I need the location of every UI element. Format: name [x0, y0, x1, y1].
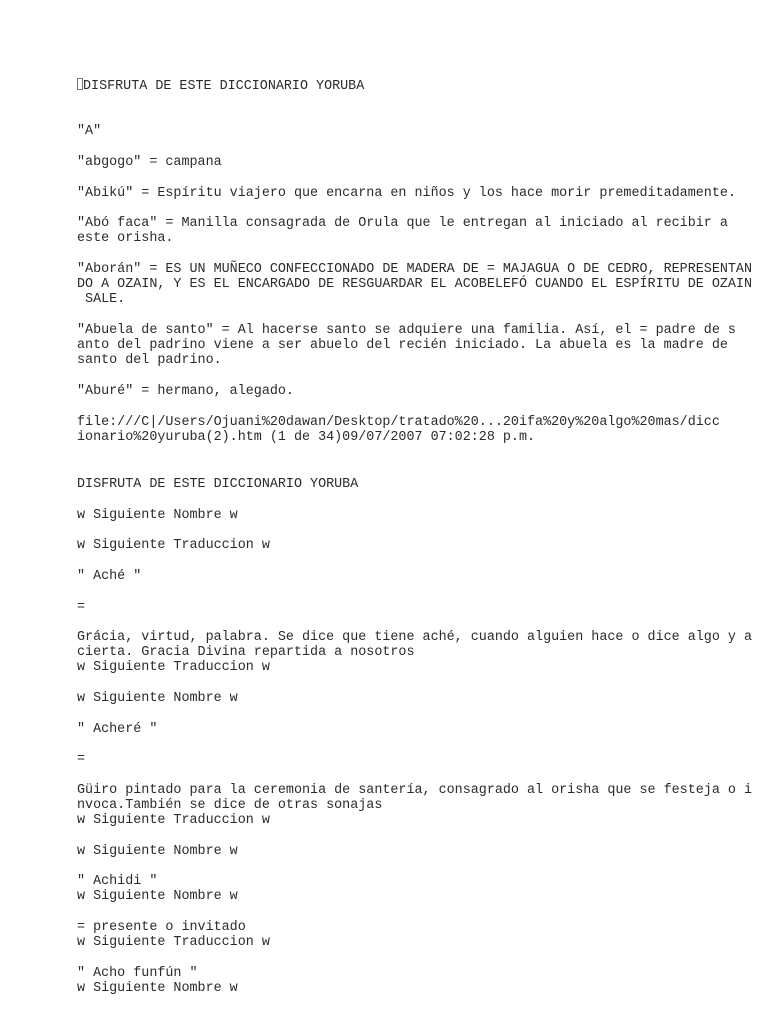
nav-next-name-link[interactable]: w Siguiente Nombre w	[77, 889, 238, 904]
nav-next-name-link[interactable]: w Siguiente Nombre w	[77, 691, 238, 706]
page-footer-line-2: ionario%20yuruba(2).htm (1 de 34)09/07/2007 07:02:28 p.m.	[77, 430, 536, 445]
entry-abo-faca-line-1: "Abó faca" = Manilla consagrada de Orula que le entregan al iniciado al recibir a	[77, 216, 728, 231]
nav-next-name-link[interactable]: w Siguiente Nombre w	[77, 844, 238, 859]
nav-next-translation-link[interactable]: w Siguiente Traduccion w	[77, 935, 270, 950]
entry-aboran-line-2: DO A OZAIN, Y ES EL ENCARGADO DE RESGUARDAR EL ACOBELEFÓ CUANDO EL ESPÍRITU DE OZAIN	[77, 277, 752, 292]
term-ache: " Aché "	[77, 569, 142, 584]
entry-abuela-line-1: "Abuela de santo" = Al hacerse santo se adquiere una familia. Así, el = padre de s	[77, 323, 736, 338]
nav-next-translation-link[interactable]: w Siguiente Traduccion w	[77, 660, 270, 675]
definition-ache-line-1: Grácia, virtud, palabra. Se dice que tiene aché, cuando alguien hace o dice algo y a	[77, 630, 752, 645]
entry-abuela-line-3: santo del padrino.	[77, 353, 222, 368]
equals-sign: =	[77, 600, 86, 615]
definition-achidi: = presente o invitado	[77, 920, 246, 935]
document-title-2: DISFRUTA DE ESTE DICCIONARIO YORUBA	[77, 477, 359, 492]
nav-next-name-link[interactable]: w Siguiente Nombre w	[77, 508, 238, 523]
page-footer-line-1: file:///C|/Users/Ojuani%20dawan/Desktop/tratado%20...20ifa%20y%20algo%20mas/dicc	[77, 415, 720, 430]
equals-sign: =	[77, 752, 86, 767]
definition-achere-line-1: Güiro pintado para la ceremonia de santería, consagrado al orisha que se festeja o i	[77, 783, 752, 798]
document-title-1	[77, 78, 364, 94]
nav-next-name-link[interactable]: w Siguiente Nombre w	[77, 981, 238, 996]
term-achere: " Acheré "	[77, 722, 158, 737]
definition-ache-line-2: cierta. Gracia Divina repartida a nosotros	[77, 645, 415, 660]
entry-abgogo: "abgogo" = campana	[77, 155, 222, 170]
term-acho-funfun: " Acho funfún "	[77, 966, 198, 981]
entry-abiku: "Abikú" = Espíritu viajero que encarna en niños y los hace morir premeditadamente.	[77, 186, 736, 201]
entry-aboran-line-3: SALE.	[77, 292, 126, 307]
term-achidi: " Achidi "	[77, 874, 158, 889]
entry-abo-faca-line-2: este orisha.	[77, 231, 174, 246]
title-text-1: DISFRUTA DE ESTE DICCIONARIO YORUBA	[83, 79, 365, 94]
definition-achere-line-2: nvoca.También se dice de otras sonajas	[77, 798, 383, 813]
section-letter: "A"	[77, 124, 102, 139]
entry-abure: "Aburé" = hermano, alegado.	[77, 384, 294, 399]
entry-aboran-line-1: "Aborán" = ES UN MUÑECO CONFECCIONADO DE MADERA DE = MAJAGUA O DE CEDRO, REPRESENTAN	[77, 262, 752, 277]
entry-abuela-line-2: anto del padrino viene a ser abuelo del recién iniciado. La abuela es la madre de	[77, 338, 728, 353]
nav-next-translation-link[interactable]: w Siguiente Traduccion w	[77, 813, 270, 828]
nav-next-translation-link[interactable]: w Siguiente Traduccion w	[77, 538, 270, 553]
